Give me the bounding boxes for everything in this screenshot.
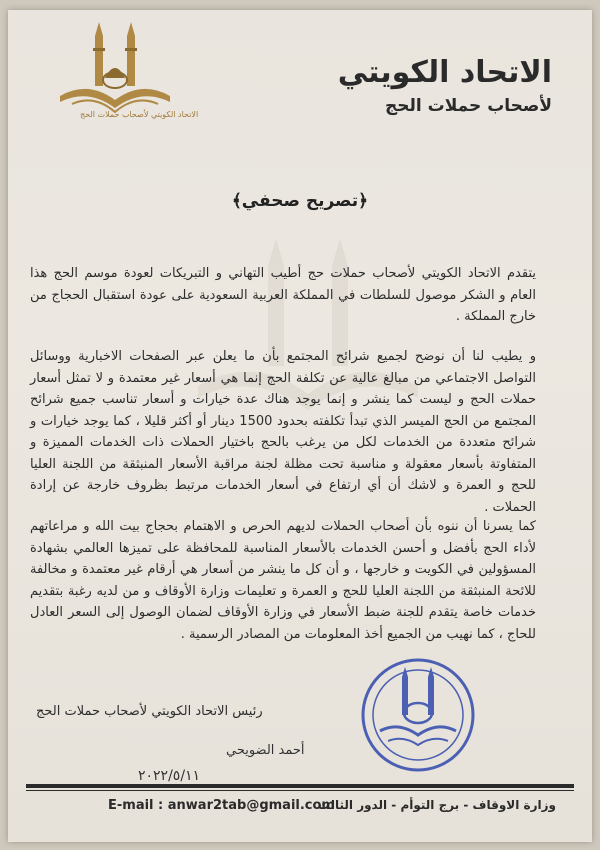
paragraph-3 — [30, 516, 562, 645]
signature-title: رئيس الاتحاد الكويتي لأصحاب حملات الحج — [36, 704, 263, 719]
letter-page — [8, 10, 592, 842]
org-subtitle: لأصحاب حملات الحج — [385, 96, 552, 116]
paragraph-2 — [30, 346, 562, 518]
org-name: الاتحاد الكويتي — [337, 55, 552, 90]
paragraph-1 — [30, 263, 562, 328]
document-title: ﴿تصريح صحفي﴾ — [231, 191, 369, 211]
footer-divider — [26, 784, 574, 788]
paragraph-3-text: كما يسرنا أن ننوه بأن أصحاب الحملات لديهم الحرص و الاهتمام بحجاج بيت الله و مراعاتهم لأداء الحج بأفضل و أحسن الخدمات بالأسعار المناسبة للمحافظة على تميزها العالمي بشهادة المسؤولين في الكويت و خارجها ، و أن كل ما ينشر من أسعار هي أرقام غير معتمدة و مخالفة للائحة المنبثقة من اللجنة العليا للحج و العمرة و تعليمات وزارة الأوقاف و من لديه رغبة بتقديم خدمات خاصة يتقدم للجنة ضبط الأسعار في وزارة الأوقاف لضمان الوصول إلى السعر العادل للحاج ، كما نهيب من الجميع أخذ المعلومات من المصادر الرسمية . — [30, 519, 536, 642]
signature-date: ٢٠٢٢/٥/١١ — [138, 768, 201, 784]
paragraph-2-text: و يطيب لنا أن نوضح لجميع شرائح المجتمع بأن ما يعلن عبر الصفحات الاخبارية ووسائل التواصل الاجتماعي من مبالغ عالية عن تكلفة الحج إنما هي أسعار غير معتمدة و لا تمثل أسعار حملات الحج و ليست كما ينشر و إنما يوجد هناك عدة خيارات و أسعار تناسب جميع شرائح المجتمع من الحج الميسر الذي تبدأ تكلفته بحدود 1500 دينار أو أكثر قليلا ، كما يوجد خيارات و شرائح متعددة من الخدمات لكل من يرغب بالحج باختيار الحملات ذات الخدمات المميزة و المتفاوتة بأسعار معقولة و مناسبة تحت مظلة لجنة مراقبة الأسعار المنبثقة من اللجنة العليا للحج و العمرة و لاشك أن أي ارتفاع في أسعار الخدمات مرتبط بظروف خارجة عن إرادة الحملات . — [30, 349, 537, 515]
union-logo-icon — [50, 18, 180, 148]
signature-name: أحمد الضويحي — [226, 743, 305, 758]
footer-email: E-mail : anwar2tab@gmail.com — [108, 798, 335, 813]
footer-address: وزارة الاوقاف - برج التوأم - الدور الثالث — [317, 798, 556, 812]
letterhead — [8, 10, 592, 160]
logo-caption: الاتحاد الكويتي لأصحاب حملات الحج — [80, 110, 199, 119]
paragraph-1-text: يتقدم الاتحاد الكويتي لأصحاب حملات حج أطيب التهاني و التبريكات لعودة موسم الحج هذا العام و الشكر موصول للسلطات في المملكة العربية السعودية على عودة استقبال الحجاج من خارج المملكة . — [30, 266, 536, 324]
official-stamp-icon — [358, 655, 478, 775]
footer-divider-thin — [26, 790, 574, 791]
